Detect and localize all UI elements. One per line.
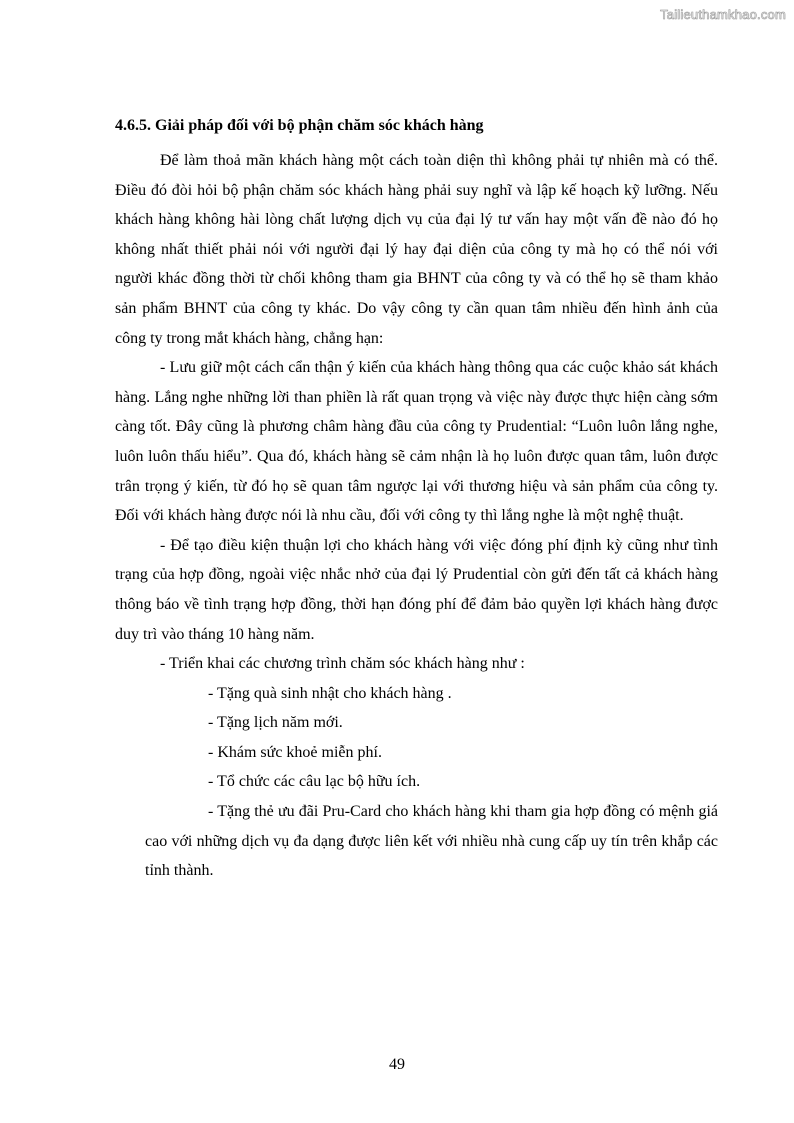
bullet-payment-notice: - Để tạo điều kiện thuận lợi cho khách hàng với việc đóng phí định kỳ cũng như tình trạng của hợp đồng, ngoài việc nhắc nhở của đại lý Prudential còn gửi đến tất cả khách hàng thông báo về tình trạng hợp đồng, thời hạn đóng phí để đảm bảo quyền lợi khách hàng được duy trì vào tháng 10 hàng năm. [115,536,718,643]
section-body [115,146,718,886]
sub-item-health-check: - Khám sức khoẻ miễn phí. [208,743,382,761]
bullet-feedback: - Lưu giữ một cách cẩn thận ý kiến của khách hàng thông qua các cuộc khảo sát khách hàng. Lắng nghe những lời than phiền là rất quan trọng và việc này được thực hiện càng sớm càng tốt. Đây cũng là phương châm hàng đầu của công ty Prudential: “Luôn luôn lắng nghe, luôn luôn thấu hiểu”. Qua đó, khách hàng sẽ cảm nhận là họ luôn được quan tâm, luôn được trân trọng ý kiến, từ đó họ sẽ quan tâm ngược lại với thương hiệu và sản phẩm của công ty. Đối với khách hàng được nói là nhu cầu, đối với công ty thì lắng nghe là một nghệ thuật. [115,359,718,525]
sub-item-birthday-gift: - Tặng quà sinh nhật cho khách hàng . [208,684,452,702]
section-heading: 4.6.5. Giải pháp đối với bộ phận chăm sóc khách hàng [115,117,484,134]
page-number: 49 [389,1056,405,1073]
intro-paragraph: Để làm thoả mãn khách hàng một cách toàn diện thì không phải tự nhiên mà có thể. Điều đó đòi hỏi bộ phận chăm sóc khách hàng phải suy nghĩ và lập kế hoạch kỹ lưỡng. Nếu khách hàng không hài lòng chất lượng dịch vụ của đại lý tư vấn hay một vấn đề nào đó họ không nhất thiết phải nói với người đại lý hay đại diện của công ty mà họ có thể nói với người khác đồng thời từ chối không tham gia BHNT của công ty và có thể họ sẽ tham khảo sản phẩm BHNT của công ty khác. Do vậy công ty cần quan tâm nhiều đến hình ảnh của công ty trong mắt khách hàng, chẳng hạn: [115,152,718,347]
sub-item-calendar: - Tặng lịch năm mới. [208,714,343,732]
watermark-text: Tailieuthamkhao.com [660,7,786,22]
bullet-care-programs: - Triển khai các chương trình chăm sóc khách hàng như : [160,655,525,673]
sub-item-pru-card: - Tặng thẻ ưu đãi Pru-Card cho khách hàng khi tham gia hợp đồng có mệnh giá cao với những dịch vụ đa dạng được liên kết với nhiều nhà cung cấp uy tín trên khắp các tỉnh thành. [145,803,718,880]
sub-item-clubs: - Tổ chức các câu lạc bộ hữu ích. [208,773,421,791]
